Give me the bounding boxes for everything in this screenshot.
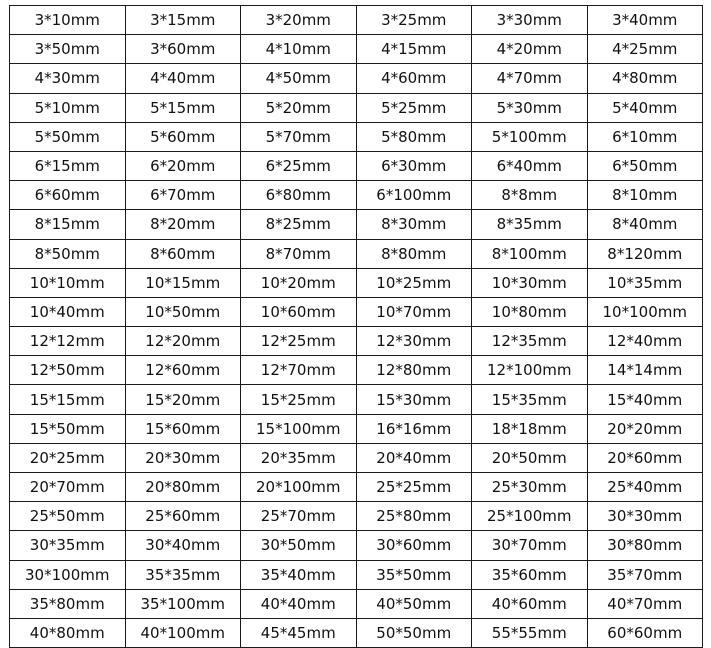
size-cell: 10*80mm (472, 297, 588, 326)
size-cell: 30*70mm (472, 531, 588, 560)
size-cell: 8*60mm (125, 239, 241, 268)
size-cell: 4*20mm (472, 35, 588, 64)
size-cell: 4*40mm (125, 64, 241, 93)
size-cell: 25*100mm (472, 502, 588, 531)
size-cell: 8*100mm (472, 239, 588, 268)
size-cell: 3*25mm (356, 6, 472, 35)
size-cell: 15*15mm (10, 385, 126, 414)
size-cell: 8*10mm (587, 181, 703, 210)
size-cell: 15*35mm (472, 385, 588, 414)
size-cell: 4*60mm (356, 64, 472, 93)
size-cell: 20*20mm (587, 414, 703, 443)
size-cell: 3*15mm (125, 6, 241, 35)
size-cell: 15*25mm (241, 385, 357, 414)
size-cell: 8*120mm (587, 239, 703, 268)
size-cell: 5*15mm (125, 93, 241, 122)
table-row (10, 473, 703, 502)
size-cell: 20*80mm (125, 473, 241, 502)
size-cell: 6*25mm (241, 151, 357, 180)
size-cell: 4*25mm (587, 35, 703, 64)
size-cell: 12*70mm (241, 356, 357, 385)
size-cell: 35*35mm (125, 560, 241, 589)
size-cell: 10*15mm (125, 268, 241, 297)
size-cell: 35*50mm (356, 560, 472, 589)
size-cell: 30*30mm (587, 502, 703, 531)
table-row (10, 6, 703, 35)
size-cell: 12*40mm (587, 327, 703, 356)
size-cell: 4*10mm (241, 35, 357, 64)
size-cell: 5*50mm (10, 122, 126, 151)
size-cell: 20*35mm (241, 443, 357, 472)
size-cell: 4*80mm (587, 64, 703, 93)
size-cell: 5*60mm (125, 122, 241, 151)
size-cell: 40*70mm (587, 589, 703, 618)
table-row (10, 385, 703, 414)
size-cell: 35*70mm (587, 560, 703, 589)
size-cell: 20*25mm (10, 443, 126, 472)
size-cell: 40*50mm (356, 589, 472, 618)
size-cell: 3*40mm (587, 6, 703, 35)
size-cell: 12*12mm (10, 327, 126, 356)
size-cell: 14*14mm (587, 356, 703, 385)
size-cell: 6*70mm (125, 181, 241, 210)
size-cell: 40*100mm (125, 618, 241, 647)
size-cell: 12*20mm (125, 327, 241, 356)
size-cell: 30*100mm (10, 560, 126, 589)
size-cell: 35*100mm (125, 589, 241, 618)
size-cell: 35*60mm (472, 560, 588, 589)
size-cell: 25*25mm (356, 473, 472, 502)
size-cell: 10*35mm (587, 268, 703, 297)
size-cell: 12*80mm (356, 356, 472, 385)
table-row (10, 297, 703, 326)
size-cell: 3*20mm (241, 6, 357, 35)
size-cell: 4*30mm (10, 64, 126, 93)
size-cell: 40*60mm (472, 589, 588, 618)
size-cell: 8*15mm (10, 210, 126, 239)
size-cell: 30*35mm (10, 531, 126, 560)
size-cell: 25*30mm (472, 473, 588, 502)
size-cell: 4*70mm (472, 64, 588, 93)
size-cell: 5*10mm (10, 93, 126, 122)
size-cell: 30*80mm (587, 531, 703, 560)
size-cell: 3*50mm (10, 35, 126, 64)
size-cell: 15*40mm (587, 385, 703, 414)
size-cell: 45*45mm (241, 618, 357, 647)
table-row (10, 327, 703, 356)
table-row (10, 356, 703, 385)
size-cell: 10*100mm (587, 297, 703, 326)
size-cell: 6*30mm (356, 151, 472, 180)
size-cell: 8*50mm (10, 239, 126, 268)
size-cell: 10*40mm (10, 297, 126, 326)
size-cell: 40*80mm (10, 618, 126, 647)
size-cell: 12*25mm (241, 327, 357, 356)
size-cell: 16*16mm (356, 414, 472, 443)
size-cell: 4*15mm (356, 35, 472, 64)
size-cell: 30*50mm (241, 531, 357, 560)
size-cell: 10*70mm (356, 297, 472, 326)
size-cell: 3*10mm (10, 6, 126, 35)
size-cell: 6*50mm (587, 151, 703, 180)
size-cell: 20*40mm (356, 443, 472, 472)
table-row (10, 239, 703, 268)
size-cell: 6*80mm (241, 181, 357, 210)
table-row (10, 181, 703, 210)
size-cell: 20*30mm (125, 443, 241, 472)
size-cell: 8*80mm (356, 239, 472, 268)
size-cell: 8*8mm (472, 181, 588, 210)
table-row (10, 618, 703, 647)
table-row (10, 268, 703, 297)
size-cell: 5*70mm (241, 122, 357, 151)
size-cell: 12*30mm (356, 327, 472, 356)
table-row (10, 414, 703, 443)
size-cell: 10*25mm (356, 268, 472, 297)
size-cell: 5*20mm (241, 93, 357, 122)
size-cell: 25*80mm (356, 502, 472, 531)
size-cell: 10*60mm (241, 297, 357, 326)
size-cell: 6*100mm (356, 181, 472, 210)
size-cell: 40*40mm (241, 589, 357, 618)
size-cell: 20*60mm (587, 443, 703, 472)
size-cell: 15*30mm (356, 385, 472, 414)
size-cell: 25*50mm (10, 502, 126, 531)
size-table (9, 5, 703, 648)
size-cell: 25*40mm (587, 473, 703, 502)
size-cell: 20*50mm (472, 443, 588, 472)
size-table-body (10, 6, 703, 648)
size-cell: 35*80mm (10, 589, 126, 618)
table-row (10, 589, 703, 618)
size-cell: 5*100mm (472, 122, 588, 151)
size-cell: 6*20mm (125, 151, 241, 180)
size-cell: 12*100mm (472, 356, 588, 385)
size-cell: 15*20mm (125, 385, 241, 414)
size-cell: 8*35mm (472, 210, 588, 239)
size-cell: 8*30mm (356, 210, 472, 239)
table-row (10, 560, 703, 589)
table-row (10, 122, 703, 151)
size-cell: 6*40mm (472, 151, 588, 180)
table-row (10, 531, 703, 560)
size-cell: 6*60mm (10, 181, 126, 210)
size-cell: 12*60mm (125, 356, 241, 385)
size-cell: 30*40mm (125, 531, 241, 560)
table-row (10, 151, 703, 180)
size-cell: 50*50mm (356, 618, 472, 647)
size-cell: 3*60mm (125, 35, 241, 64)
table-row (10, 93, 703, 122)
table-row (10, 64, 703, 93)
size-cell: 12*50mm (10, 356, 126, 385)
size-cell: 35*40mm (241, 560, 357, 589)
size-cell: 30*60mm (356, 531, 472, 560)
size-cell: 10*10mm (10, 268, 126, 297)
size-cell: 3*30mm (472, 6, 588, 35)
size-cell: 25*60mm (125, 502, 241, 531)
size-cell: 15*50mm (10, 414, 126, 443)
size-cell: 5*80mm (356, 122, 472, 151)
size-cell: 5*30mm (472, 93, 588, 122)
table-row (10, 35, 703, 64)
size-cell: 8*20mm (125, 210, 241, 239)
size-cell: 20*100mm (241, 473, 357, 502)
size-cell: 8*70mm (241, 239, 357, 268)
size-cell: 10*30mm (472, 268, 588, 297)
size-cell: 12*35mm (472, 327, 588, 356)
size-cell: 8*25mm (241, 210, 357, 239)
size-cell: 55*55mm (472, 618, 588, 647)
size-cell: 25*70mm (241, 502, 357, 531)
size-cell: 20*70mm (10, 473, 126, 502)
table-row (10, 210, 703, 239)
size-cell: 6*10mm (587, 122, 703, 151)
size-cell: 60*60mm (587, 618, 703, 647)
size-cell: 4*50mm (241, 64, 357, 93)
size-cell: 5*40mm (587, 93, 703, 122)
size-cell: 8*40mm (587, 210, 703, 239)
size-cell: 10*20mm (241, 268, 357, 297)
table-row (10, 502, 703, 531)
size-cell: 18*18mm (472, 414, 588, 443)
size-cell: 10*50mm (125, 297, 241, 326)
size-cell: 15*60mm (125, 414, 241, 443)
size-cell: 5*25mm (356, 93, 472, 122)
size-cell: 6*15mm (10, 151, 126, 180)
table-row (10, 443, 703, 472)
size-cell: 15*100mm (241, 414, 357, 443)
